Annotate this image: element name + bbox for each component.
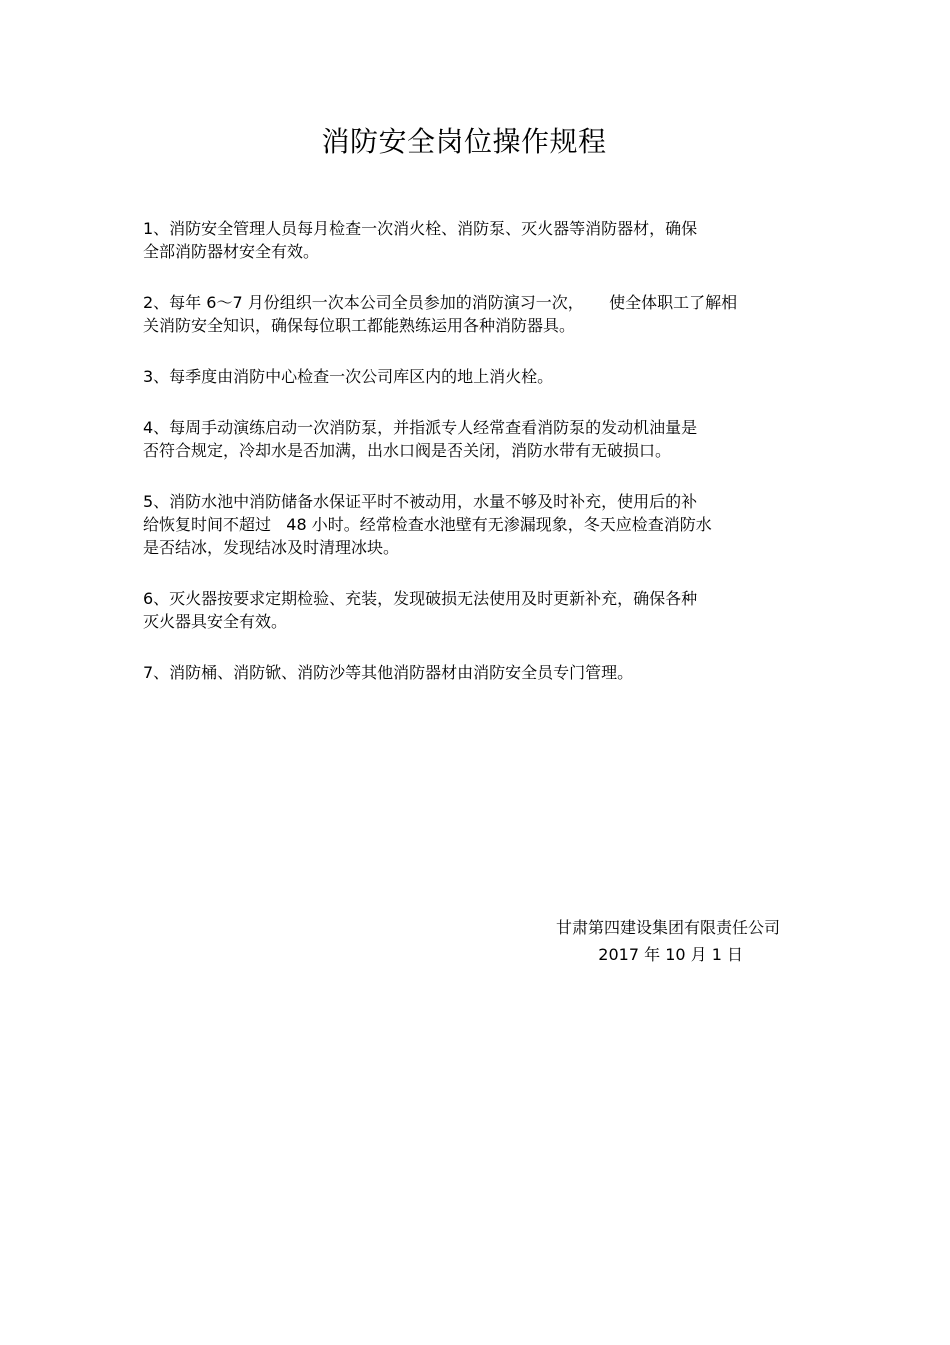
text-line: 1、消防安全管理人员每月检查一次消火栓、消防泵、灭火器等消防器材，确保 — [143, 219, 698, 238]
text-line: 是否结冰，发现结冰及时清理冰块。 — [143, 538, 400, 557]
text-line: 3、每季度由消防中心检查一次公司库区内的地上消火栓。 — [143, 367, 554, 386]
signature-date: 2017 年 10 月 1 日 — [598, 945, 743, 964]
text-line: 否符合规定，冷却水是否加满，出水口阀是否关闭，消防水带有无破损口。 — [143, 441, 672, 460]
signature-organization: 甘肃第四建设集团有限责任公司 — [555, 918, 780, 937]
regulation-item-1 — [143, 217, 833, 263]
text-line: 2、每年 6～7 月份组织一次本公司全员参加的消防演习一次， 使全体职工了解相 — [143, 293, 738, 312]
text-line: 全部消防器材安全有效。 — [143, 242, 320, 261]
regulation-body — [143, 217, 833, 712]
regulation-item-4 — [143, 416, 833, 462]
text-line: 7、消防桶、消防锨、消防沙等其他消防器材由消防安全员专门管理。 — [143, 663, 634, 682]
regulation-item-3 — [143, 365, 833, 388]
regulation-item-5 — [143, 490, 833, 559]
page-title: 消防安全岗位操作规程 — [321, 125, 607, 158]
regulation-item-2 — [143, 291, 833, 337]
regulation-item-7 — [143, 661, 833, 684]
text-line: 关消防安全知识，确保每位职工都能熟练运用各种消防器具。 — [143, 316, 576, 335]
text-line: 给恢复时间不超过 48 小时。经常检查水池壁有无渗漏现象，冬天应检查消防水 — [143, 515, 712, 534]
regulation-item-6 — [143, 587, 833, 633]
text-line: 6、灭火器按要求定期检验、充装，发现破损无法使用及时更新补充，确保各种 — [143, 589, 698, 608]
text-line: 4、每周手动演练启动一次消防泵，并指派专人经常查看消防泵的发动机油量是 — [143, 418, 698, 437]
text-line: 灭火器具安全有效。 — [143, 612, 288, 631]
text-line: 5、消防水池中消防储备水保证平时不被动用，水量不够及时补充，使用后的补 — [143, 492, 698, 511]
